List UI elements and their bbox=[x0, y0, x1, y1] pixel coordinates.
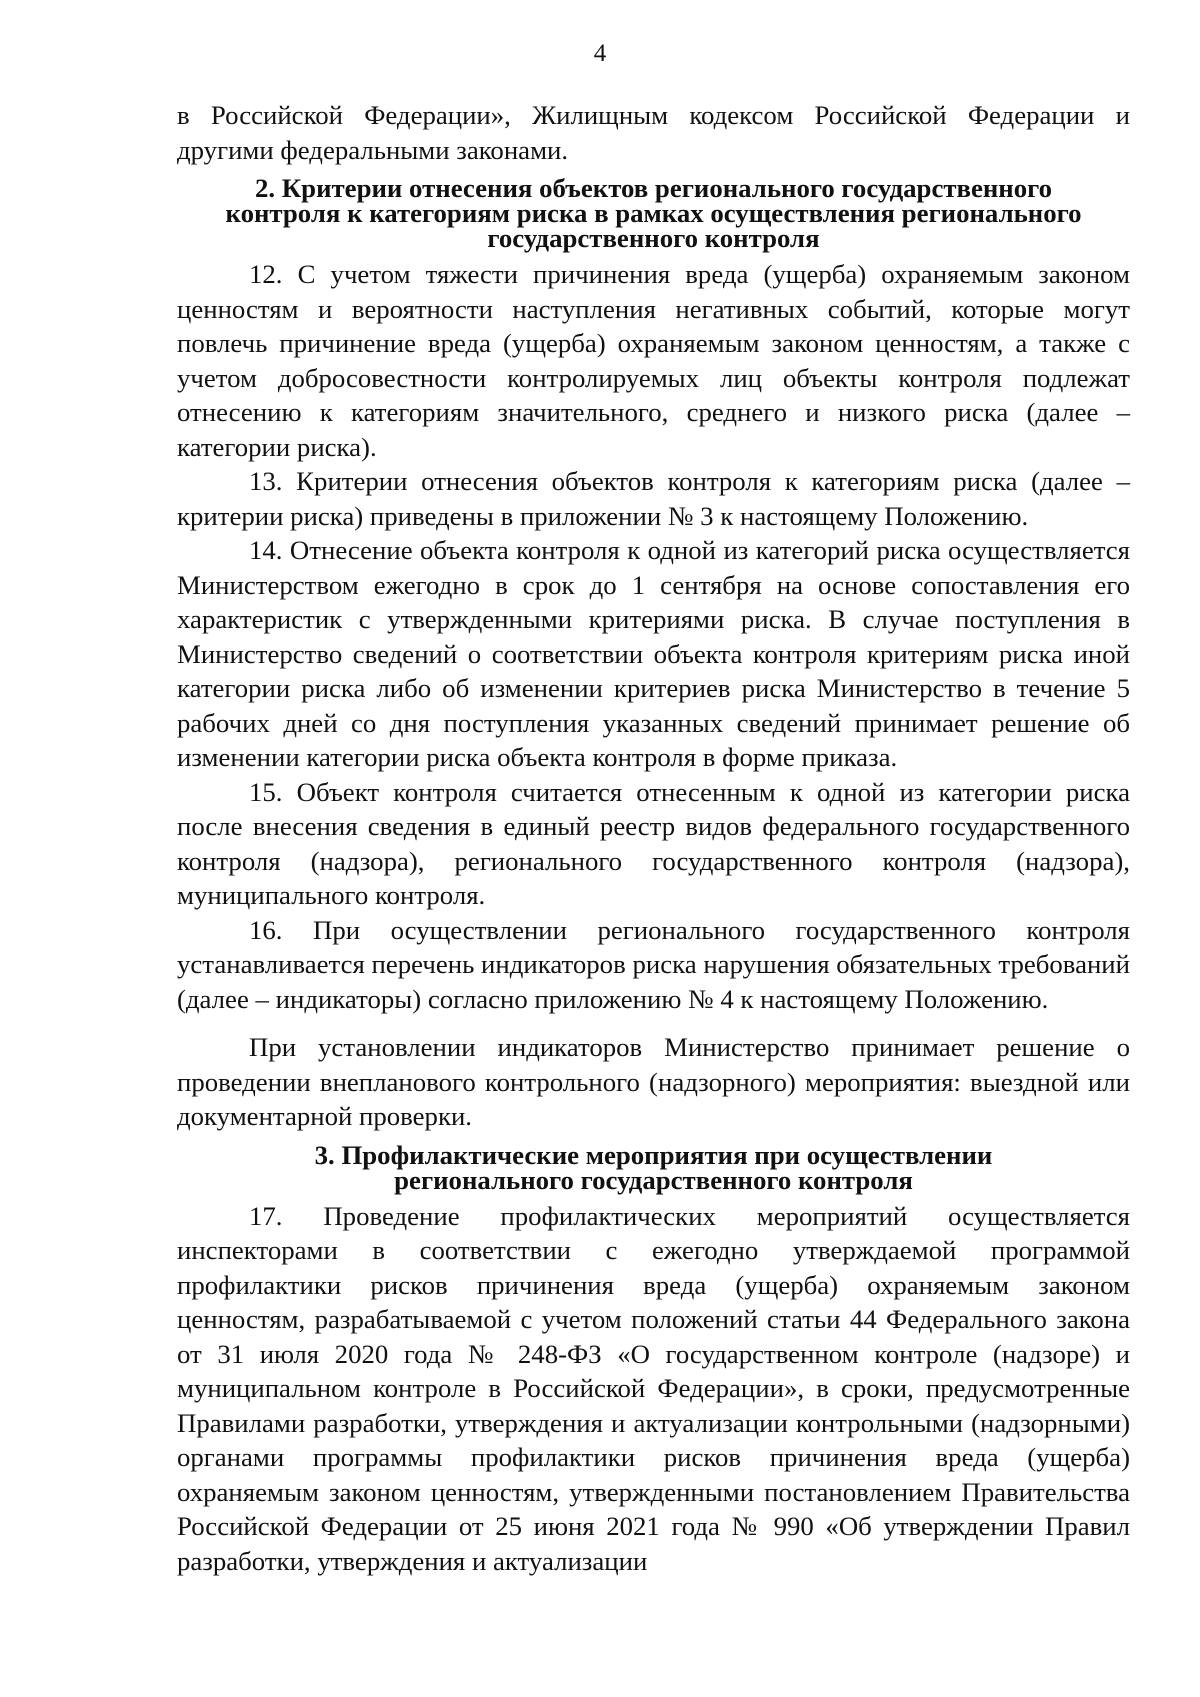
section-3-heading bbox=[177, 1139, 1130, 1195]
section-3-heading-line: 3. Профилактические мероприятия при осуществлении bbox=[314, 1139, 993, 1170]
paragraph-15: 15. Объект контроля считается отнесенным к одной из категории риска после внесения сведения в единый реестр видов федерального государственного контроля (надзора), регионального государственного контроля (надзора), муниципального контроля. bbox=[177, 776, 1130, 910]
paragraph-16: 16. При осуществлении регионального государственного контроля устанавливается перечень индикаторов риска нарушения обязательных требований (далее – индикаторы) согласно приложению № 4 к настоящему Положению. bbox=[177, 914, 1130, 1014]
paragraph-12: 12. С учетом тяжести причинения вреда (ущерба) охраняемым законом ценностям и вероятности наступления негативных событий, которые могут повлечь причинение вреда (ущерба) охраняемым законом ценностям, а также с учетом добросовестности контролируемых лиц объекты контроля подлежат отнесению к категориям значительного, среднего и низкого риска (далее – категории риска). bbox=[177, 259, 1130, 462]
document-body bbox=[177, 98, 1130, 1578]
paragraph-13: 13. Критерии отнесения объектов контроля к категориям риска (далее – критерии риска) приведены в приложении № 3 к настоящему Положению. bbox=[177, 466, 1130, 531]
section-2-heading-line: контроля к категориям риска в рамках осуществления регионального bbox=[225, 198, 1082, 228]
page-number: 4 bbox=[593, 40, 607, 67]
section-2-heading bbox=[177, 173, 1130, 253]
paragraph-16-continuation: При установлении индикаторов Министерство принимает решение о проведении внепланового контрольного (надзорного) мероприятия: выездной или документарной проверки. bbox=[177, 1032, 1130, 1131]
section-3-heading-line: регионального государственного контроля bbox=[394, 1164, 913, 1195]
paragraph-14: 14. Отнесение объекта контроля к одной из категорий риска осуществляется Министерством ежегодно в срок до 1 сентября на основе сопоставления его характеристик с утвержденными критериями риска. В случае поступления в Министерство сведений о соответствии объекта контроля критериям риска иной категории риска либо об изменении критериев риска Министерство в течение 5 рабочих дней со дня поступления указанных сведений принимает решение об изменении категории риска объекта контроля в форме приказа. bbox=[177, 535, 1130, 772]
intro-paragraph: в Российской Федерации», Жилищным кодексом Российской Федерации и другими федеральными законами. bbox=[177, 100, 1130, 165]
paragraph-17: 17. Проведение профилактических мероприятий осуществляется инспекторами в соответствии с ежегодно утверждаемой программой профилактики рисков причинения вреда (ущерба) охраняемым законом ценностям, разрабатываемой с учетом положений статьи 44 Федерального закона от 31 июля 2020 года № 248-ФЗ «О государственном контроле (надзоре) и муниципальном контроле в Российской Федерации», в сроки, предусмотренные Правилами разработки, утверждения и актуализации контрольными (надзорными) органами программы профилактики рисков причинения вреда (ущерба) охраняемым законом ценностям, утвержденными постановлением Правительства Российской Федерации от 25 июня 2021 года № 990 «Об утверждении Правил разработки, утверждения и актуализации bbox=[177, 1200, 1130, 1576]
section-2-heading-line: государственного контроля bbox=[487, 223, 820, 253]
section-2-heading-line: 2. Критерии отнесения объектов регионального государственного bbox=[254, 173, 1053, 203]
